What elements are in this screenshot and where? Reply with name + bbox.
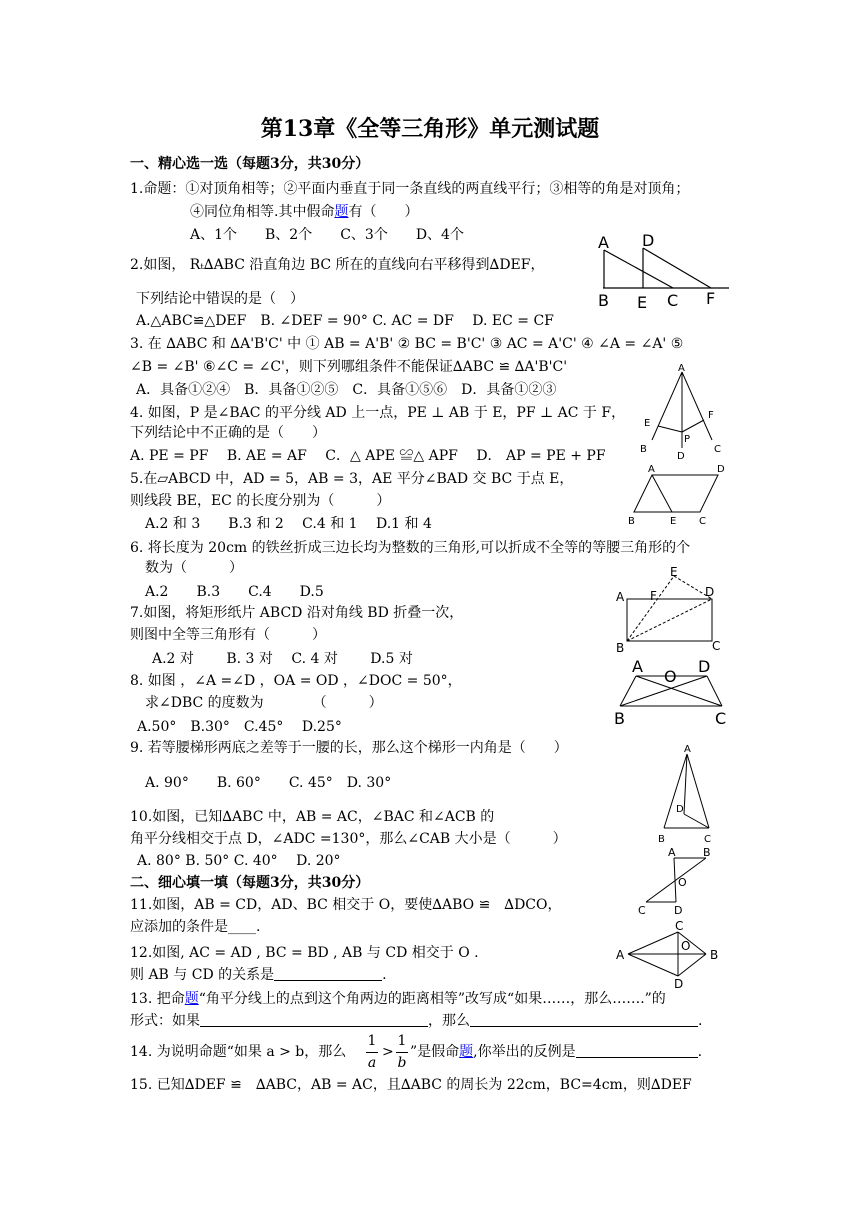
- q3-options: A．具备①②④ B．具备①②⑤ C．具备①⑤⑥ D．具备①②③: [136, 382, 557, 398]
- q5-stem: 5.在▱ABCD 中，AD = 5，AB = 3，AE 平分∠BAD 交 BC 于点 E，: [130, 471, 574, 487]
- q5-fig-label: B: [628, 516, 635, 527]
- q4-fig-label: P: [684, 434, 691, 445]
- q11-fig-label: D: [674, 904, 683, 917]
- section-choice-heading: 一、精心选一选（每题3分，共30分）: [130, 156, 370, 172]
- q2-fig-label: D: [642, 231, 655, 250]
- q5-figure: [622, 460, 732, 530]
- q15-stem: 15. 已知∆DEF ≌ ∆ABC，AB = AC，且∆ABC 的周长为 22cm，BC=4cm，则∆DEF: [130, 1077, 692, 1093]
- q2-fig-label: F: [706, 289, 716, 308]
- q12-stem: 12.如图, AC = AD , BC = BD , AB 与 CD 相交于 O .: [130, 945, 479, 961]
- q7-options: A.2 对 B. 3 对 C. 4 对 D.5 对: [152, 651, 413, 667]
- q14-answer-blank[interactable]: [576, 1043, 698, 1058]
- q6-stem: 6. 将长度为 20cm 的铁丝折成三边长均为整数的三角形,可以折成不全等的等腰三角形的个: [130, 540, 691, 556]
- q3-stem: 3. 在 ∆ABC 和 ∆A'B'C' 中 ① AB = A'B' ② BC = B'C' ③ AC = A'C' ④ ∠A = ∠A' ⑤: [130, 336, 684, 352]
- q13-stem: 13. 把命题“角平分线上的点到这个角两边的距离相等”改写成“如果……，那么…….”的: [130, 991, 666, 1007]
- q2-fig-label: A: [598, 233, 609, 252]
- q8-options: A.50° B.30° C.45° D.25°: [137, 719, 342, 735]
- section-fill-heading: 二、细心填一填（每题3分，共30分）: [130, 875, 370, 891]
- q14-frac-bar-2: [396, 1052, 408, 1053]
- q8-fig-label: C: [715, 709, 727, 728]
- q11-figure: [632, 844, 722, 924]
- q12-fig-label: B: [710, 948, 719, 962]
- q10-fig-label: B: [658, 834, 665, 845]
- q4-figure: [632, 362, 732, 462]
- q8-fig-label: O: [664, 667, 677, 686]
- q10-stem: 10.如图，已知∆ABC 中，AB = AC，∠BAC 和∠ACB 的: [130, 809, 495, 825]
- q2-fig-label: E: [637, 293, 648, 312]
- q10-fig-label: A: [684, 744, 691, 755]
- q6-options: A.2 B.3 C.4 D.5: [145, 584, 324, 600]
- page-title: 第13章《全等三角形》单元测试题: [260, 116, 600, 142]
- q14-gt: >: [382, 1044, 394, 1060]
- q7-fig-label: B: [616, 641, 625, 655]
- q12-stem-cont: 则 AB 与 CD 的关系是 .: [130, 967, 387, 983]
- q4-stem: 4. 如图，P 是∠BAC 的平分线 AD 上一点，PE ⊥ AB 于 E，PF ⊥ AC 于 F，: [130, 405, 626, 421]
- q13-link[interactable]: 题: [184, 991, 199, 1007]
- q3-stem-cont: ∠B = ∠B' ⑥∠C = ∠C'，则下列哪组条件不能保证∆ABC ≌ ∆A'B'C': [130, 359, 568, 375]
- q5-fig-label: A: [648, 464, 655, 475]
- q12-fig-label: C: [675, 919, 684, 933]
- q14-stem-cont: ”是假命题,你举出的反例是 .: [410, 1044, 703, 1060]
- q1-stem-cont: ④同位角相等.其中假命题有（ ）: [190, 204, 419, 220]
- q2-figure: [595, 232, 735, 312]
- q4-stem-cont: 下列结论中不正确的是（ ）: [130, 425, 326, 441]
- q12-answer-blank[interactable]: [274, 966, 382, 981]
- q10-stem-cont: 角平分线相交于点 D，∠ADC =130°，那么∠CAB 大小是（ ）: [130, 831, 567, 847]
- q7-stem: 7.如图，将矩形纸片 ABCD 沿对角线 BD 折叠一次，: [130, 605, 464, 621]
- q11-fig-label: O: [678, 876, 687, 889]
- q8-fig-label: D: [698, 657, 711, 676]
- q7-figure: [610, 562, 730, 654]
- q11-fig-label: A: [668, 846, 676, 859]
- q12-figure: [612, 918, 727, 990]
- q10-fig-label: D: [676, 804, 684, 815]
- q7-fig-label: D: [705, 585, 715, 599]
- q1-options: A、1个 B、2个 C、3个 D、4个: [190, 227, 464, 243]
- q8-fig-label: B: [614, 709, 625, 728]
- q1-link[interactable]: 题: [334, 204, 349, 220]
- q13-stem-cont: 形式：如果 ，那么 .: [130, 1013, 703, 1029]
- q14-frac-den-a: a: [367, 1055, 377, 1071]
- q4-fig-label: E: [644, 418, 651, 429]
- q4-fig-label: F: [708, 410, 714, 421]
- q8-stem: 8. 如图 ，∠A =∠D ，OA = OD ，∠DOC = 50°，: [130, 673, 462, 689]
- q5-fig-label: D: [717, 464, 725, 475]
- q8-fig-label: A: [632, 657, 643, 676]
- q6-stem-cont: 数为（ ）: [145, 560, 243, 576]
- q8-stem-cont: 求∠DBC 的度数为 （ ）: [145, 695, 383, 711]
- q7-fig-label: E: [670, 565, 678, 579]
- q2-options: A.△ABC≌△DEF B. ∠DEF = 90° C. AC = DF D. EC = CF: [136, 313, 554, 329]
- q4-fig-label: C: [714, 444, 721, 455]
- q12-fig-label: O: [681, 939, 691, 953]
- q12-fig-label: A: [616, 948, 625, 962]
- q11-fig-label: B: [703, 846, 711, 859]
- q5-stem-cont: 则线段 BE，EC 的长度分别为（ ）: [130, 493, 391, 509]
- q1-stem: 1.命题：①对顶角相等；②平面内垂直于同一条直线的两直线平行；③相等的角是对顶角；: [130, 181, 690, 197]
- q11-stem: 11.如图，AB = CD，AD、BC 相交于 O，要使∆ABO ≌ ∆DCO，: [130, 897, 562, 913]
- q14-link[interactable]: 题: [459, 1044, 474, 1060]
- q9-stem: 9. 若等腰梯形两底之差等于一腰的长，那么这个梯形一内角是（ ）: [130, 740, 568, 756]
- q14-stem: 14. 为说明命题“如果 a > b，那么: [130, 1044, 347, 1060]
- q2-fig-label: B: [598, 291, 609, 310]
- q4-fig-label: D: [677, 451, 685, 462]
- q7-fig-label: A: [616, 590, 625, 604]
- q10-figure: [654, 742, 724, 846]
- q10-fig-label: C: [704, 834, 711, 845]
- q8-figure: [612, 654, 737, 728]
- q14-frac-num-2: 1: [397, 1033, 407, 1049]
- q2-stem-cont: 下列结论中错误的是（ ）: [136, 291, 304, 307]
- q5-options: A.2 和 3 B.3 和 2 C.4 和 1 D.1 和 4: [145, 516, 432, 532]
- q2-fig-label: C: [667, 291, 679, 310]
- q4-options: A. PE = PF B. AE = AF C．△ APE ≌△ APF D． AP = PE + PF: [130, 448, 606, 464]
- q14-frac-den-b: b: [397, 1055, 407, 1071]
- q12-fig-label: D: [674, 977, 684, 991]
- q10-options: A. 80° B. 50° C. 40° D. 20°: [137, 853, 341, 869]
- q4-fig-label: B: [640, 444, 647, 455]
- q11-stem-cont: 应添加的条件是____.: [130, 919, 261, 935]
- q7-fig-label: C: [712, 639, 721, 653]
- q5-fig-label: E: [670, 516, 677, 527]
- q5-fig-label: C: [699, 516, 706, 527]
- q9-options: A. 90° B. 60° C. 45° D. 30°: [145, 775, 392, 791]
- q11-fig-label: C: [638, 904, 646, 917]
- q4-fig-label: A: [678, 363, 685, 374]
- q14-frac-bar-1: [366, 1052, 378, 1053]
- q7-fig-label: F: [650, 589, 657, 603]
- q13-if-blank[interactable]: [200, 1012, 428, 1027]
- q2-stem: 2.如图， Rₜ∆ABC 沿直角边 BC 所在的直线向右平移得到∆DEF，: [130, 257, 545, 273]
- q7-stem-cont: 则图中全等三角形有（ ）: [130, 627, 326, 643]
- q14-frac-num-1: 1: [367, 1033, 377, 1049]
- q13-then-blank[interactable]: [470, 1012, 698, 1027]
